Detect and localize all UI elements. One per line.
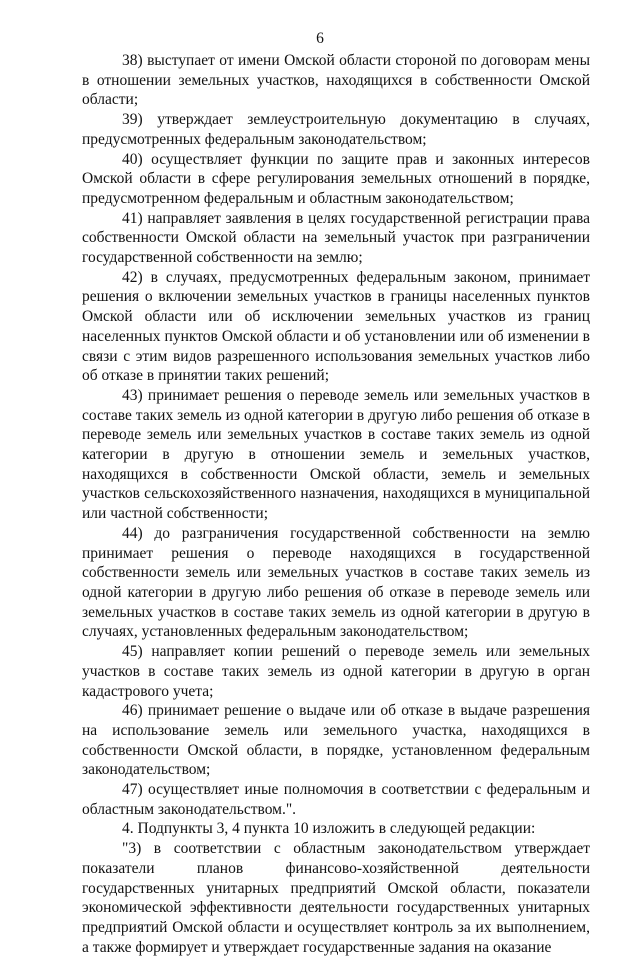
paragraph-item-43: 43) принимает решения о переводе земель или земельных участков в составе таких земель из одной категории в другую либо решения об отказе в переводе земель или земельных участков в составе таких земель из одной категории в другую в отношении земель и земельных участков, находящихся в собственности Омской области, земель и земельных участков сельскохозяйственного назначения, находящихся в муниципальной или частной собственности; bbox=[82, 386, 590, 523]
paragraph-item-45: 45) направляет копии решений о переводе земель или земельных участков в составе таких земель из одной категории в другую в орган кадастрового учета; bbox=[82, 643, 590, 700]
paragraph-item-39: 39) утверждает землеустроительную документацию в случаях, предусмотренных федеральным законодательством; bbox=[82, 111, 590, 148]
page-number: 6 bbox=[316, 30, 324, 47]
paragraph-item-41: 41) направляет заявления в целях государственной регистрации права собственности Омской области на земельный участок при разграничении государственной собственности на землю; bbox=[82, 209, 590, 267]
paragraph-item-44: 44) до разграничения государственной собственности на землю принимает решения о переводе находящихся в государственной собственности земель или земельных участков в составе таких земель из одной категории в другую либо решения об отказе в переводе земель или земельных участков в составе таких земель из одной категории в другую в случаях, установленных федеральным законодательством; bbox=[82, 524, 590, 641]
paragraph-item-38: 38) выступает от имени Омской области стороной по договорам мены в отношении земельных участков, находящихся в собственности Омской области; bbox=[82, 52, 590, 109]
document-body bbox=[82, 51, 590, 957]
subparagraph-3: "3) в соответствии с областным законодательством утверждает показатели планов финансово-хозяйственной деятельности государственных унитарных предприятий Омской области, показатели экономической эффективности деятельности государственных унитарных предприятий Омской области и осуществляет контроль за их выполнением, а также формирует и утверждает государственные задания на оказание bbox=[82, 840, 590, 956]
paragraph-item-40: 40) осуществляет функции по защите прав и законных интересов Омской области в сфере регулирования земельных отношений в порядке, предусмотренном федеральным и областным законодательством; bbox=[82, 150, 590, 207]
paragraph-item-42: 42) в случаях, предусмотренных федеральным законом, принимает решения о включении земельных участков в границы населенных пунктов Омской области или об исключении земельных участков из границ населенных пунктов Омской области и об установлении или об изменении в связи с этим видов разрешенного использования земельных участков либо об отказе в принятии таких решений; bbox=[82, 268, 590, 385]
paragraph-item-46: 46) принимает решение о выдаче или об отказе в выдаче разрешения на использование земель или земельного участка, находящихся в собственности Омской области, в порядке, установленном федеральным законодательством; bbox=[82, 702, 590, 779]
paragraph-item-47: 47) осуществляет иные полномочия в соответствии с федеральным и областным законодательством.". bbox=[82, 781, 590, 818]
section-heading-4: 4. Подпункты 3, 4 пункта 10 изложить в следующей редакции: bbox=[122, 820, 536, 838]
